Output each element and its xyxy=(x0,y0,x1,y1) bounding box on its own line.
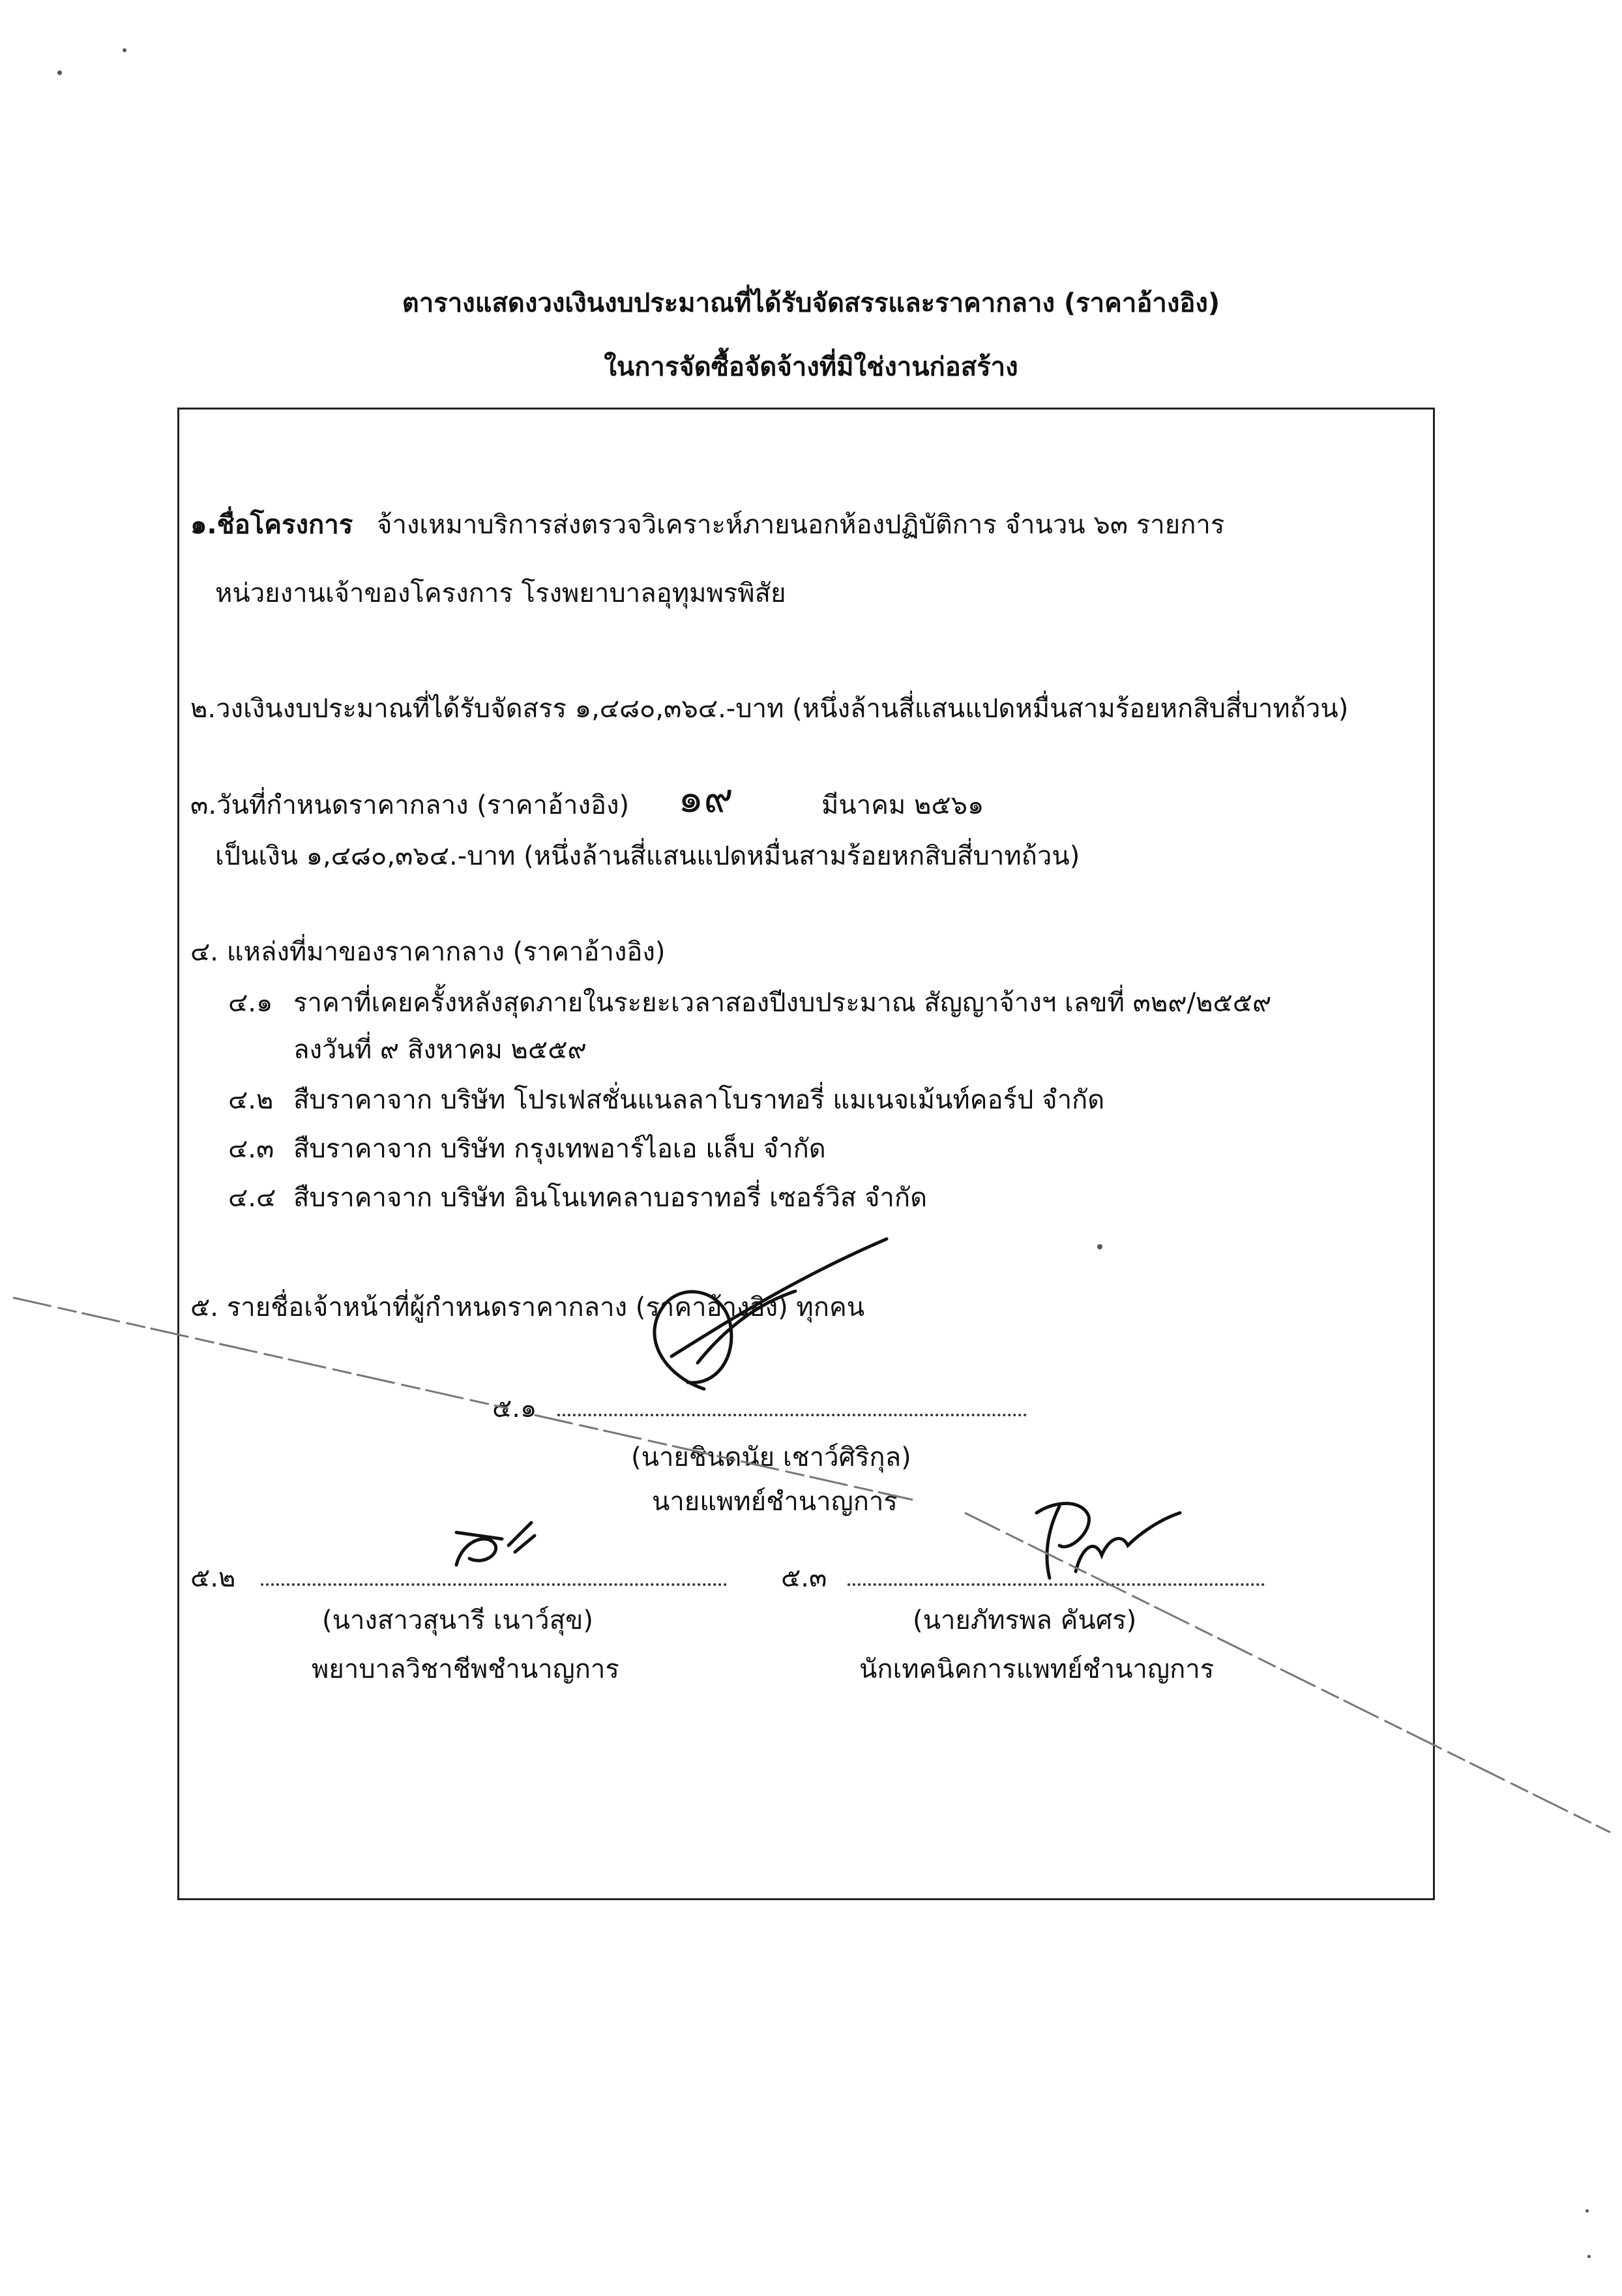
price-source-heading: ๔. แหล่งที่มาของราคากลาง (ราคาอ้างอิง) xyxy=(190,937,666,967)
reference-date-day: ๑๙ xyxy=(678,774,733,822)
scan-speck xyxy=(1097,1244,1102,1249)
signer-position: พยาบาลวิชาชีพชำนาญการ xyxy=(312,1654,619,1684)
section1-label: ๑.ชื่อโครงการ xyxy=(190,510,353,540)
scan-speck xyxy=(1585,2209,1589,2213)
price-source-text: ลงวันที่ ๙ สิงหาคม ๒๕๕๙ xyxy=(293,1035,587,1065)
signer-number: ๕.๓ xyxy=(781,1563,827,1593)
signer-position: นายแพทย์ชำนาญการ xyxy=(652,1487,898,1517)
price-source-text: สืบราคาจาก บริษัท โปรเฟสชั่นแนลลาโบราทอรี่ แมเนจเม้นท์คอร์ป จำกัด xyxy=(293,1085,1105,1115)
signer-number: ๕.๒ xyxy=(190,1563,236,1593)
document-title-line2: ในการจัดซื้อจัดจ้างที่มิใช่งานก่อสร้าง xyxy=(604,352,1018,382)
scan-speck xyxy=(1587,2255,1591,2258)
scan-speck xyxy=(57,70,62,75)
signer-number: ๕.๑ xyxy=(492,1394,537,1424)
price-source-number: ๔.๔ xyxy=(228,1183,276,1213)
document-title-line1: ตารางแสดงวงเงินงบประมาณที่ได้รับจัดสรรและราคากลาง (ราคาอ้างอิง) xyxy=(402,288,1220,318)
project-agency: หน่วยงานเจ้าของโครงการ โรงพยาบาลอุทุมพรพิสัย xyxy=(215,578,786,608)
signer-name: (นางสาวสุนารี เนาว์สุข) xyxy=(322,1605,593,1635)
reference-date-month-year: มีนาคม ๒๕๖๑ xyxy=(821,790,984,820)
scan-speck xyxy=(123,48,126,52)
signer-position: นักเทคนิคการแพทย์ชำนาญการ xyxy=(859,1654,1215,1684)
reference-date-label: ๓.วันที่กำหนดราคากลาง (ราคาอ้างอิง) xyxy=(190,790,630,820)
signer-name: (นายชินดนัย เชาว์ศิริกุล) xyxy=(631,1442,911,1472)
project-name: จ้างเหมาบริการส่งตรวจวิเคราะห์ภายนอกห้องปฏิบัติการ จำนวน ๖๓ รายการ xyxy=(377,510,1225,540)
price-source-number: ๔.๑ xyxy=(228,988,273,1018)
reference-price-amount: เป็นเงิน ๑,๔๘๐,๓๖๔.-บาท (หนึ่งล้านสี่แสนแปดหมื่นสามร้อยหกสิบสี่บาทถ้วน) xyxy=(215,841,1080,871)
price-source-text: สืบราคาจาก บริษัท อินโนเทคลาบอราทอรี่ เซอร์วิส จำกัด xyxy=(293,1183,928,1213)
price-source-text: สืบราคาจาก บริษัท กรุงเทพอาร์ไอเอ แล็บ จำกัด xyxy=(293,1134,826,1164)
budget-allocation: ๒.วงเงินงบประมาณที่ได้รับจัดสรร ๑,๔๘๐,๓๖๔.-บาท (หนึ่งล้านสี่แสนแปดหมื่นสามร้อยหกสิบสี่บาทถ้วน) xyxy=(190,694,1349,724)
committee-heading: ๕. รายชื่อเจ้าหน้าที่ผู้กำหนดราคากลาง (ราคาอ้างอิง) ทุกคน xyxy=(190,1292,865,1322)
price-source-number: ๔.๓ xyxy=(228,1134,274,1164)
signer-name: (นายภัทรพล คันศร) xyxy=(913,1605,1137,1635)
price-source-text: ราคาที่เคยครั้งหลังสุดภายในระยะเวลาสองปีงบประมาณ สัญญาจ้างฯ เลขที่ ๓๒๙/๒๕๕๙ xyxy=(293,988,1272,1018)
price-source-number: ๔.๒ xyxy=(228,1085,274,1115)
